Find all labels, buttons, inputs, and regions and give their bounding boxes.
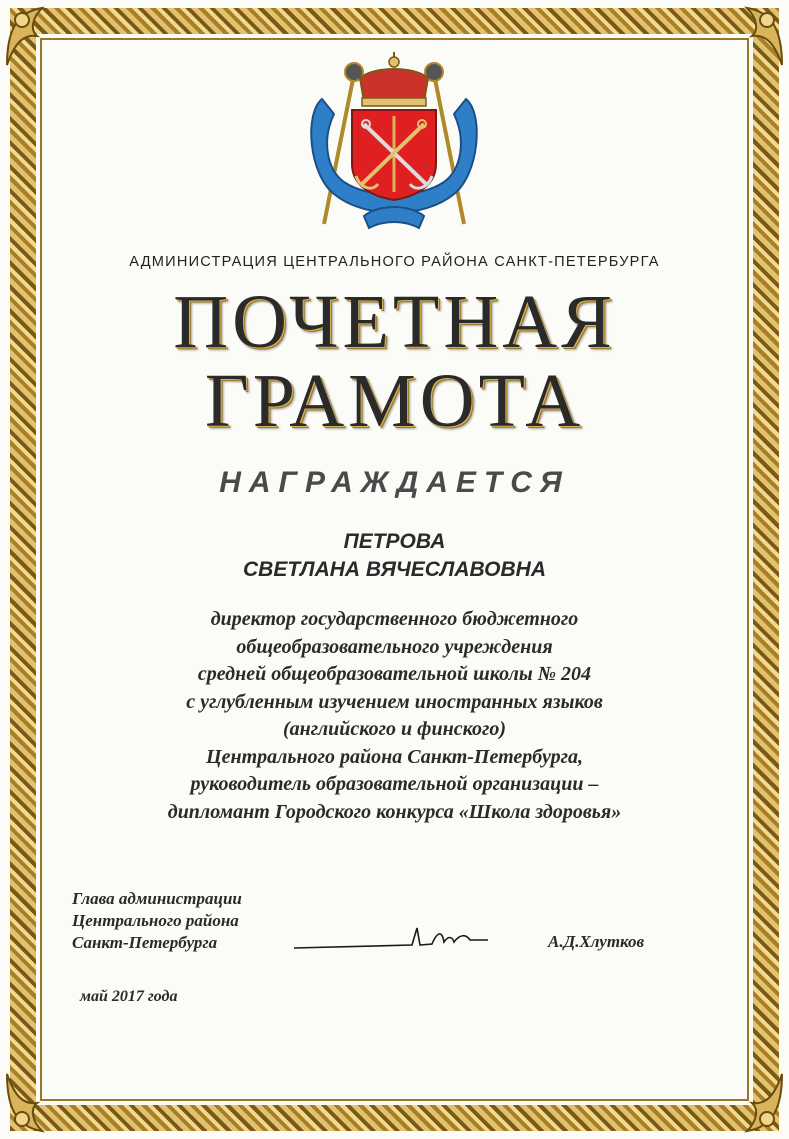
recipient-surname: ПЕТРОВА: [343, 530, 446, 553]
signer-name: А.Д.Хлутков: [548, 932, 645, 951]
signatory-position-line: Глава администрации: [72, 889, 242, 908]
signatory-position: [72, 888, 242, 954]
description-line: директор государственного бюджетного: [210, 608, 579, 630]
signatory-position-line: Центрального района: [72, 911, 239, 930]
corner-ornament-icon: [717, 0, 787, 70]
signatory-position-line: Санкт-Петербурга: [72, 933, 218, 952]
certificate-title-line2: ГРАМОТА: [204, 359, 585, 443]
description-line: с углубленным изучением иностранных языков: [186, 690, 603, 713]
corner-ornament-icon: [2, 1069, 72, 1139]
corner-ornament-icon: [717, 1069, 787, 1139]
description-line: общеобразовательного учреждения: [236, 635, 553, 658]
description-line: (английского и финского): [283, 718, 506, 740]
issue-date: май 2017 года: [80, 988, 178, 1005]
organization-heading: АДМИНИСТРАЦИЯ ЦЕНТРАЛЬНОГО РАЙОНА САНКТ-ПЕТЕРБУРГА: [129, 254, 660, 270]
description-line: Центрального района Санкт-Петербурга,: [206, 745, 583, 768]
awarded-label: НАГРАЖДАЕТСЯ: [219, 466, 570, 499]
recipient-description: [60, 606, 729, 826]
description-line: руководитель образовательной организации –: [190, 773, 599, 795]
certificate-title-line1: ПОЧЕТНАЯ: [173, 280, 616, 364]
coat-of-arms-icon: [294, 44, 494, 234]
corner-ornament-icon: [2, 0, 72, 70]
description-line: дипломант Городского конкурса «Школа здоровья»: [167, 800, 622, 823]
description-line: средней общеобразовательной школы № 204: [197, 663, 592, 685]
recipient-given-names: СВЕТЛАНА ВЯЧЕСЛАВОВНА: [243, 558, 546, 581]
handwritten-signature-icon: [292, 918, 492, 958]
